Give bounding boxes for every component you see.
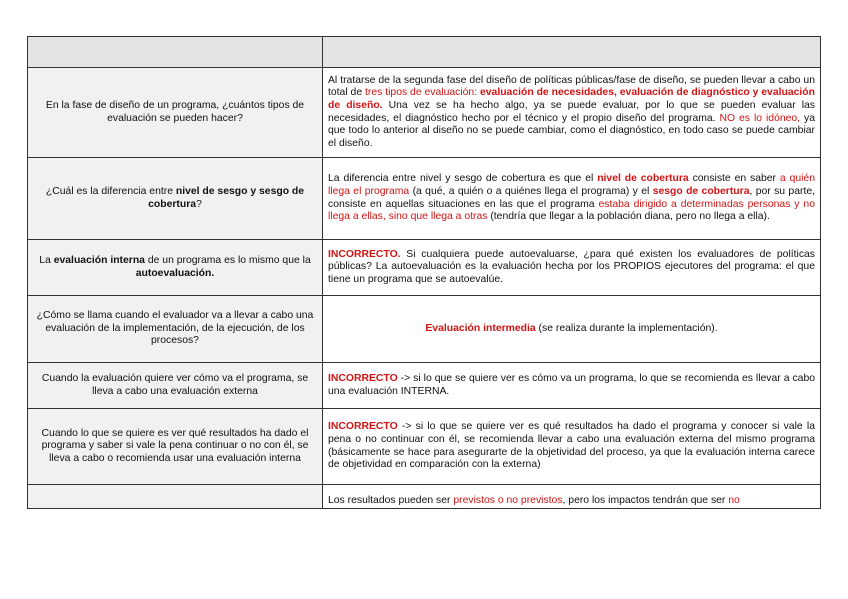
- answer-text: , por su parte, consiste en aquellas situaciones en las que el programa: [328, 185, 815, 210]
- answer-highlight: previstos o no previstos: [453, 495, 563, 507]
- table-row: [28, 158, 821, 240]
- question-cell: [28, 68, 323, 158]
- answer-text: (a qué, a quién o a quiénes llega el programa) y el: [409, 185, 653, 197]
- answer-text: ya que todo lo anterior al diseño no se puede cambiar, como el diagnóstico, en todo caso se puede cambiar el diseño.: [328, 112, 815, 149]
- answer-highlight: tres tipos de evaluación:: [365, 87, 480, 99]
- answer-cell: [323, 158, 821, 240]
- header-cell-right: [323, 37, 821, 68]
- table-row: [28, 485, 821, 509]
- question-text: ?: [196, 198, 202, 210]
- question-keyword: autoevaluación.: [135, 267, 215, 279]
- question-cell: [28, 158, 323, 240]
- answer-text: Los resultados pueden ser: [328, 495, 454, 507]
- answer-cell: [323, 485, 821, 509]
- answer-text: Al tratarse de la segunda fase del diseño de políticas públicas/fase de diseño, se pueden llevar a cabo un total de: [328, 74, 815, 99]
- header-cell-left: [28, 37, 323, 68]
- question-text: La: [39, 254, 54, 266]
- question-cell: [28, 409, 323, 485]
- question-text: de un programa es lo mismo que la: [144, 254, 311, 266]
- answer-highlight-bold: nivel de cobertura: [597, 173, 689, 185]
- answer-highlight-bold: INCORRECTO: [328, 372, 398, 384]
- question-keyword: nivel de sesgo y sesgo de cobertura: [148, 185, 305, 210]
- answer-text: , pero los impactos tendrán que ser: [562, 495, 729, 507]
- answer-cell: [323, 363, 821, 409]
- answer-highlight-bold: sesgo de cobertura: [652, 185, 750, 197]
- qa-table: [27, 36, 821, 509]
- answer-highlight: a quién llega el programa: [328, 173, 815, 197]
- table-row: [28, 68, 821, 158]
- table-row: [28, 240, 821, 296]
- question-cell: [28, 240, 323, 296]
- answer-text: -> si lo que se quiere ver es cómo va un programa, lo que se recomienda es llevar a cabo una evaluación INTERNA.: [328, 372, 815, 397]
- answer-cell: [323, 240, 821, 296]
- answer-text: Si cualquiera puede autoevaluarse, ¿para qué existen los evaluadores de políticas públicas? La autoevaluación es la evaluación hecha por los PROPIOS ejecutores del programa: el que tiene un programa que se autoevalúe.: [328, 248, 815, 285]
- answer-text: La diferencia entre nivel y sesgo de cobertura es que el: [328, 173, 598, 185]
- answer-highlight-bold: Evaluación intermedia: [425, 322, 536, 334]
- answer-highlight: estaba dirigido a determinadas personas y no llega a ellas, sino que llega a otras: [328, 198, 815, 223]
- answer-highlight-bold: INCORRECTO.: [328, 248, 401, 260]
- table-row: [28, 409, 821, 485]
- question-text: En la fase de diseño de un programa, ¿cuántos tipos de evaluación se pueden hacer?: [45, 99, 305, 124]
- answer-text: (tendría que llegar a la población diana, pero no llega a ella).: [487, 211, 770, 223]
- answer-text: consiste en saber: [688, 173, 780, 185]
- answer-highlight-bold: evaluación de necesidades, evaluación de diagnóstico y evaluación de diseño.: [328, 87, 815, 111]
- answer-highlight-bold: INCORRECTO: [328, 421, 398, 433]
- table-row: [28, 363, 821, 409]
- question-cell: [28, 363, 323, 409]
- question-cell: [28, 296, 323, 363]
- answer-cell: [323, 409, 821, 485]
- question-text: ¿Cómo se llama cuando el evaluador va a llevar a cabo una evaluación de la implementación, de la ejecución, de los procesos?: [36, 310, 314, 347]
- question-text: Cuando lo que se quiere es ver qué resultados ha dado el programa y saber si vale la pena continuar o no con él, se lleva a cabo o recomienda usar una evaluación interna: [41, 427, 309, 464]
- question-text: ¿Cuál es la diferencia entre: [45, 185, 176, 197]
- table-header-row: [28, 37, 821, 68]
- answer-text: (se realiza durante la implementación).: [535, 322, 718, 334]
- question-cell: [28, 485, 323, 509]
- answer-text: Una vez se ha hecho algo, ya se puede evaluar, por lo que se pueden evaluar las necesidades, el diagnóstico hecho por el técnico y el propio diseño del programa.: [328, 99, 815, 124]
- answer-cell: [323, 296, 821, 363]
- answer-highlight: no: [728, 495, 740, 507]
- answer-highlight: NO es lo idóneo,: [719, 112, 801, 124]
- answer-text: -> si lo que se quiere ver es qué resultados ha dado el programa y conocer si vale la pena o no continuar con él, se recomienda llevar a cabo una evaluación externa del mismo programa (básicamente se hace para asegurarte de la objetividad del proceso, ya que la evaluación interna carece de objetividad en comparación con la externa): [328, 421, 815, 471]
- table-row: [28, 296, 821, 363]
- question-keyword: evaluación interna: [53, 254, 145, 266]
- answer-cell: [323, 68, 821, 158]
- question-text: Cuando la evaluación quiere ver cómo va el programa, se lleva a cabo una evaluación externa: [41, 372, 309, 397]
